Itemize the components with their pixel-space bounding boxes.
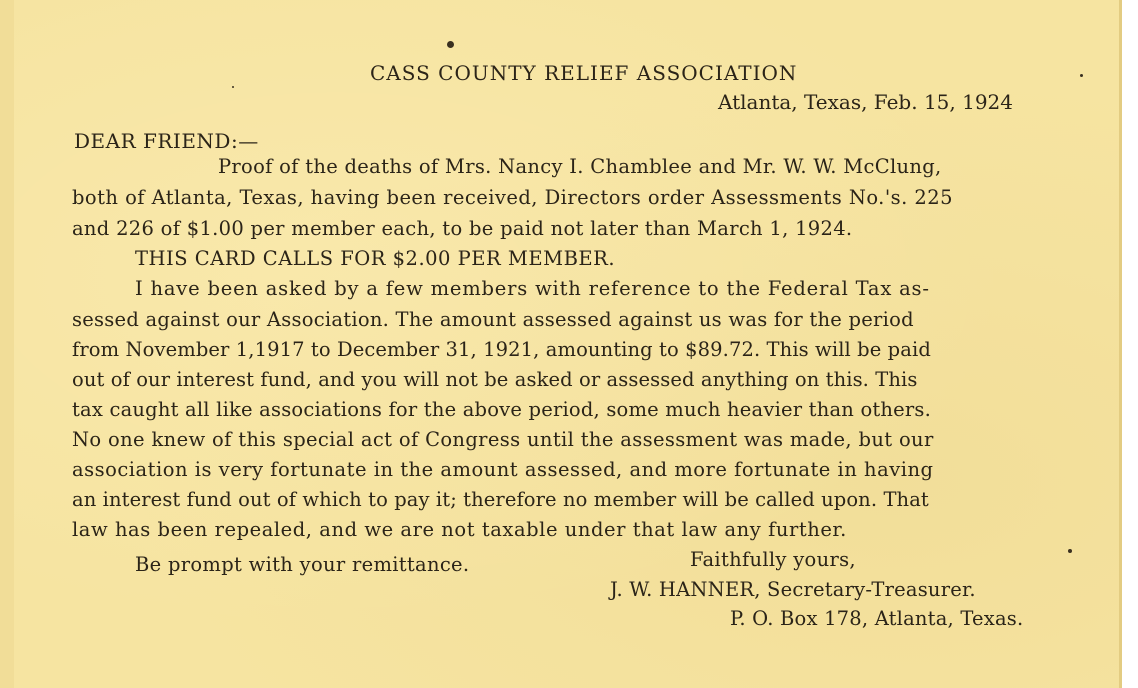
body-line: sessed against our Association. The amount assessed against us was for the period bbox=[72, 308, 914, 331]
signature: J. W. HANNER, Secretary-Treasurer. bbox=[610, 578, 976, 601]
body-line: law has been repealed, and we are not taxable under that law any further. bbox=[72, 518, 847, 541]
association-title: CASS COUNTY RELIEF ASSOCIATION bbox=[370, 61, 798, 85]
salutation: DEAR FRIEND:— bbox=[74, 129, 259, 153]
mailing-address: P. O. Box 178, Atlanta, Texas. bbox=[730, 607, 1024, 630]
body-line: tax caught all like associations for the above period, some much heavier than others. bbox=[72, 398, 932, 421]
body-line: out of our interest fund, and you will not be asked or assessed anything on this. This bbox=[72, 368, 918, 391]
remittance-note: Be prompt with your remittance. bbox=[135, 553, 470, 576]
card-left-edge bbox=[0, 0, 14, 688]
body-line: Proof of the deaths of Mrs. Nancy I. Chamblee and Mr. W. W. McClung, bbox=[218, 155, 942, 178]
ink-speck bbox=[1068, 549, 1072, 553]
body-line: THIS CARD CALLS FOR $2.00 PER MEMBER. bbox=[135, 247, 616, 270]
body-line: No one knew of this special act of Congress until the assessment was made, but our bbox=[72, 428, 934, 451]
ink-speck bbox=[447, 41, 454, 48]
body-line: I have been asked by a few members with reference to the Federal Tax as- bbox=[135, 277, 930, 300]
body-line: an interest fund out of which to pay it; therefore no member will be called upon. That bbox=[72, 488, 929, 511]
body-line: and 226 of $1.00 per member each, to be paid not later than March 1, 1924. bbox=[72, 217, 853, 240]
valediction: Faithfully yours, bbox=[690, 548, 856, 571]
card-right-edge bbox=[1119, 0, 1122, 688]
body-line: from November 1,1917 to December 31, 1921, amounting to $89.72. This will be paid bbox=[72, 338, 931, 361]
ink-speck bbox=[232, 86, 234, 88]
dateline: Atlanta, Texas, Feb. 15, 1924 bbox=[718, 90, 1014, 114]
body-line: both of Atlanta, Texas, having been received, Directors order Assessments No.'s. 225 bbox=[72, 186, 953, 209]
body-line: association is very fortunate in the amount assessed, and more fortunate in having bbox=[72, 458, 934, 481]
ink-speck bbox=[1080, 74, 1083, 77]
